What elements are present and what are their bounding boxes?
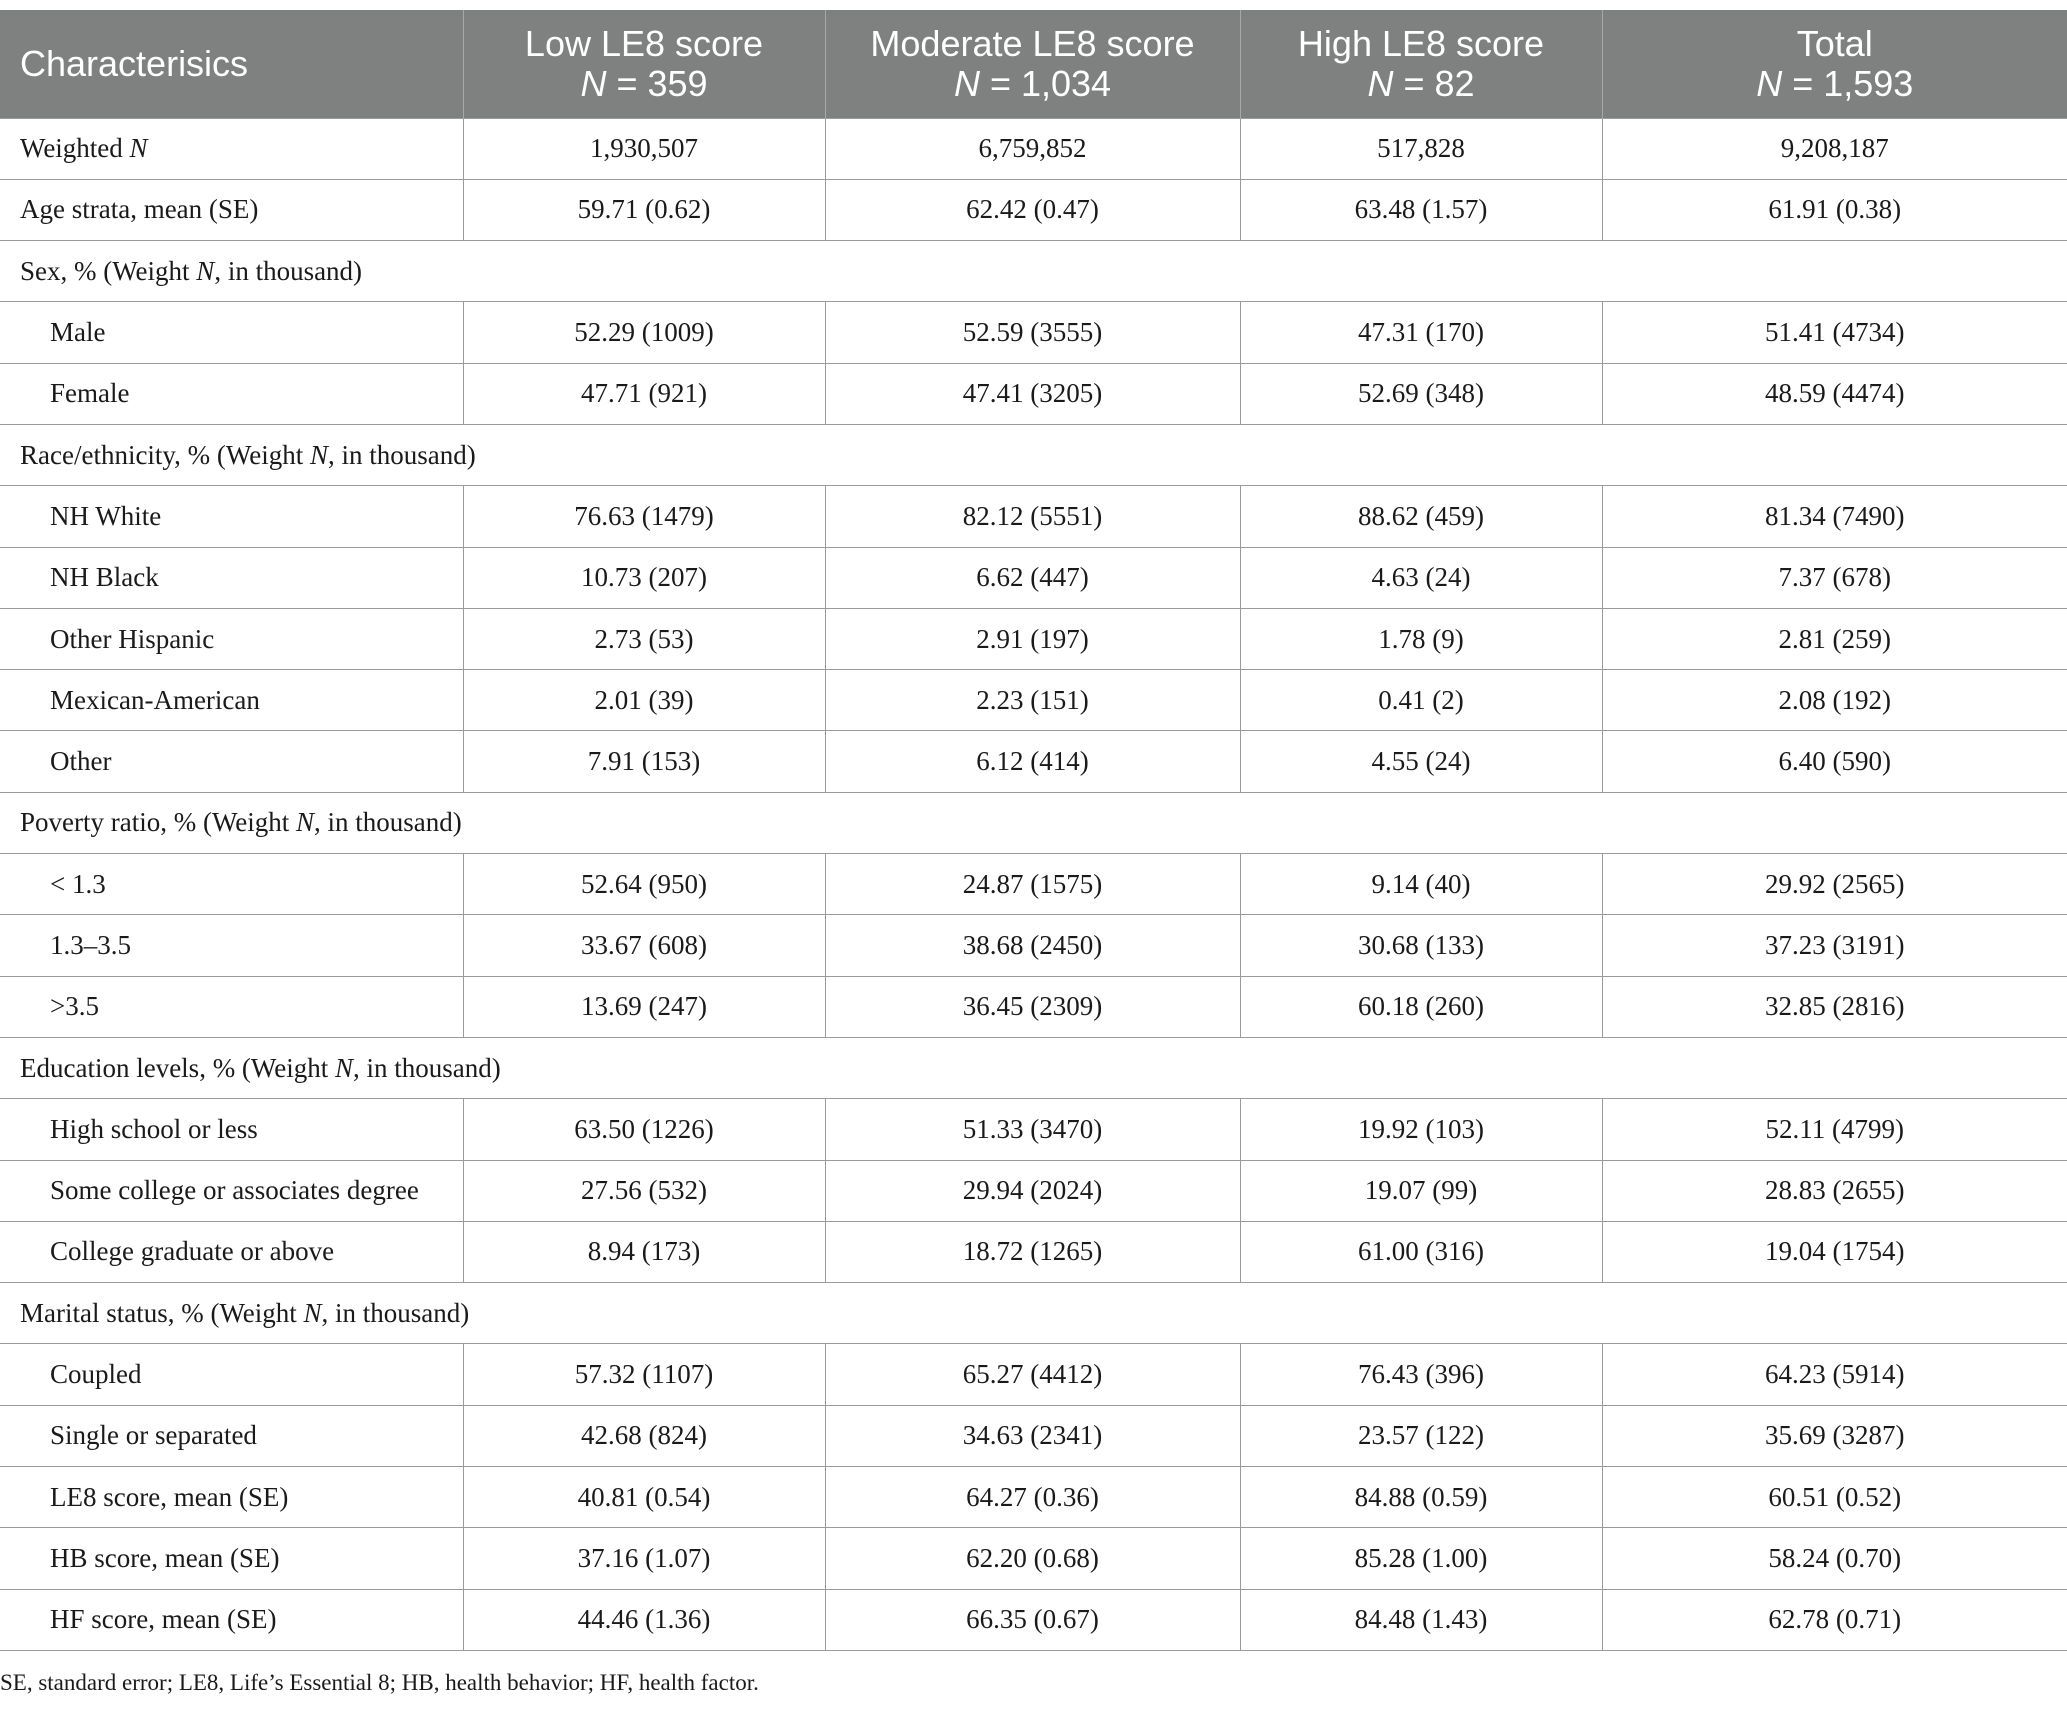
header-low-le8: Low LE8 score N = 359 [463,10,825,118]
table-cell: 61.00 (316) [1240,1221,1602,1282]
header-moderate-le8: Moderate LE8 score N = 1,034 [825,10,1240,118]
table-cell: 47.41 (3205) [825,363,1240,424]
table-cell: 66.35 (0.67) [825,1589,1240,1650]
section-row [0,1283,2067,1344]
row-label: Age strata, mean (SE) [0,179,463,240]
table-cell: 29.94 (2024) [825,1160,1240,1221]
table-cell: 18.72 (1265) [825,1221,1240,1282]
table-cell: 10.73 (207) [463,547,825,608]
row-label: College graduate or above [0,1221,463,1282]
section-label: Marital status, % (Weight N, in thousand) [0,1283,2067,1344]
table-cell: 81.34 (7490) [1602,486,2067,547]
section-label: Poverty ratio, % (Weight N, in thousand) [0,792,2067,853]
table-cell: 9.14 (40) [1240,854,1602,915]
table-cell: 34.63 (2341) [825,1405,1240,1466]
table-row [0,118,2067,179]
table-cell: 2.08 (192) [1602,670,2067,731]
table-cell: 84.48 (1.43) [1240,1589,1602,1650]
table-cell: 2.23 (151) [825,670,1240,731]
table-cell: 33.67 (608) [463,915,825,976]
table-cell: 1,930,507 [463,118,825,179]
table-cell: 2.81 (259) [1602,608,2067,669]
row-label: High school or less [0,1099,463,1160]
table-cell: 517,828 [1240,118,1602,179]
table-row [0,1221,2067,1282]
table-container [0,10,2067,1651]
table-row [0,915,2067,976]
table-cell: 64.27 (0.36) [825,1467,1240,1528]
table-cell: 60.18 (260) [1240,976,1602,1037]
table-cell: 29.92 (2565) [1602,854,2067,915]
table-cell: 0.41 (2) [1240,670,1602,731]
table-cell: 6.12 (414) [825,731,1240,792]
row-label: Single or separated [0,1405,463,1466]
header-characteristics: Characterisics [0,10,463,118]
table-row [0,1467,2067,1528]
table-cell: 7.91 (153) [463,731,825,792]
table-row [0,608,2067,669]
table-row [0,486,2067,547]
table-row [0,1160,2067,1221]
table-cell: 62.20 (0.68) [825,1528,1240,1589]
table-cell: 84.88 (0.59) [1240,1467,1602,1528]
table-cell: 40.81 (0.54) [463,1467,825,1528]
table-cell: 47.71 (921) [463,363,825,424]
table-cell: 85.28 (1.00) [1240,1528,1602,1589]
table-cell: 76.43 (396) [1240,1344,1602,1405]
row-label: Other [0,731,463,792]
table-cell: 58.24 (0.70) [1602,1528,2067,1589]
table-body [0,118,2067,1650]
section-row [0,1037,2067,1098]
table-cell: 64.23 (5914) [1602,1344,2067,1405]
row-label: Male [0,302,463,363]
table-row [0,179,2067,240]
row-label: LE8 score, mean (SE) [0,1467,463,1528]
row-label: NH White [0,486,463,547]
row-label: >3.5 [0,976,463,1037]
table-row [0,1589,2067,1650]
row-label: 1.3–3.5 [0,915,463,976]
table-cell: 4.63 (24) [1240,547,1602,608]
table-cell: 52.64 (950) [463,854,825,915]
table-cell: 6.40 (590) [1602,731,2067,792]
table-cell: 48.59 (4474) [1602,363,2067,424]
table-cell: 7.37 (678) [1602,547,2067,608]
table-cell: 44.46 (1.36) [463,1589,825,1650]
table-cell: 8.94 (173) [463,1221,825,1282]
section-label: Race/ethnicity, % (Weight N, in thousand) [0,424,2067,485]
table-cell: 24.87 (1575) [825,854,1240,915]
table-cell: 19.07 (99) [1240,1160,1602,1221]
table-cell: 36.45 (2309) [825,976,1240,1037]
table-cell: 63.50 (1226) [463,1099,825,1160]
table-cell: 37.23 (3191) [1602,915,2067,976]
row-label: Other Hispanic [0,608,463,669]
table-row [0,1528,2067,1589]
table-cell: 19.04 (1754) [1602,1221,2067,1282]
table-row [0,731,2067,792]
section-label: Sex, % (Weight N, in thousand) [0,241,2067,302]
characteristics-table [0,10,2067,1651]
table-row [0,670,2067,731]
table-cell: 47.31 (170) [1240,302,1602,363]
section-label: Education levels, % (Weight N, in thousand) [0,1037,2067,1098]
row-label: HB score, mean (SE) [0,1528,463,1589]
section-row [0,241,2067,302]
table-cell: 32.85 (2816) [1602,976,2067,1037]
row-label: Coupled [0,1344,463,1405]
table-row [0,854,2067,915]
header-high-le8: High LE8 score N = 82 [1240,10,1602,118]
table-cell: 4.55 (24) [1240,731,1602,792]
table-cell: 37.16 (1.07) [463,1528,825,1589]
table-cell: 42.68 (824) [463,1405,825,1466]
table-cell: 2.01 (39) [463,670,825,731]
table-cell: 6.62 (447) [825,547,1240,608]
table-cell: 51.33 (3470) [825,1099,1240,1160]
table-cell: 23.57 (122) [1240,1405,1602,1466]
table-cell: 19.92 (103) [1240,1099,1602,1160]
row-label: NH Black [0,547,463,608]
table-row [0,1405,2067,1466]
table-cell: 6,759,852 [825,118,1240,179]
table-cell: 30.68 (133) [1240,915,1602,976]
table-cell: 28.83 (2655) [1602,1160,2067,1221]
table-cell: 63.48 (1.57) [1240,179,1602,240]
section-row [0,792,2067,853]
table-cell: 76.63 (1479) [463,486,825,547]
table-cell: 52.59 (3555) [825,302,1240,363]
table-cell: 27.56 (532) [463,1160,825,1221]
table-cell: 35.69 (3287) [1602,1405,2067,1466]
table-cell: 88.62 (459) [1240,486,1602,547]
table-cell: 61.91 (0.38) [1602,179,2067,240]
table-cell: 51.41 (4734) [1602,302,2067,363]
table-cell: 60.51 (0.52) [1602,1467,2067,1528]
table-cell: 57.32 (1107) [463,1344,825,1405]
row-label: Female [0,363,463,424]
row-label: Mexican-American [0,670,463,731]
row-label: HF score, mean (SE) [0,1589,463,1650]
table-row [0,363,2067,424]
table-cell: 13.69 (247) [463,976,825,1037]
row-label: < 1.3 [0,854,463,915]
table-row [0,302,2067,363]
table-cell: 52.69 (348) [1240,363,1602,424]
table-cell: 52.11 (4799) [1602,1099,2067,1160]
row-label: Some college or associates degree [0,1160,463,1221]
table-cell: 2.73 (53) [463,608,825,669]
table-footnote: SE, standard error; LE8, Life’s Essential 8; HB, health behavior; HF, health factor. [0,1670,759,1695]
table-cell: 2.91 (197) [825,608,1240,669]
row-label: Weighted N [0,118,463,179]
table-cell: 9,208,187 [1602,118,2067,179]
table-cell: 62.78 (0.71) [1602,1589,2067,1650]
table-cell: 1.78 (9) [1240,608,1602,669]
table-cell: 65.27 (4412) [825,1344,1240,1405]
table-cell: 52.29 (1009) [463,302,825,363]
table-cell: 38.68 (2450) [825,915,1240,976]
table-cell: 82.12 (5551) [825,486,1240,547]
header-row [0,10,2067,118]
table-row [0,1099,2067,1160]
table-row [0,1344,2067,1405]
table-row [0,976,2067,1037]
table-cell: 62.42 (0.47) [825,179,1240,240]
table-cell: 59.71 (0.62) [463,179,825,240]
header-total: Total N = 1,593 [1602,10,2067,118]
table-row [0,547,2067,608]
section-row [0,424,2067,485]
